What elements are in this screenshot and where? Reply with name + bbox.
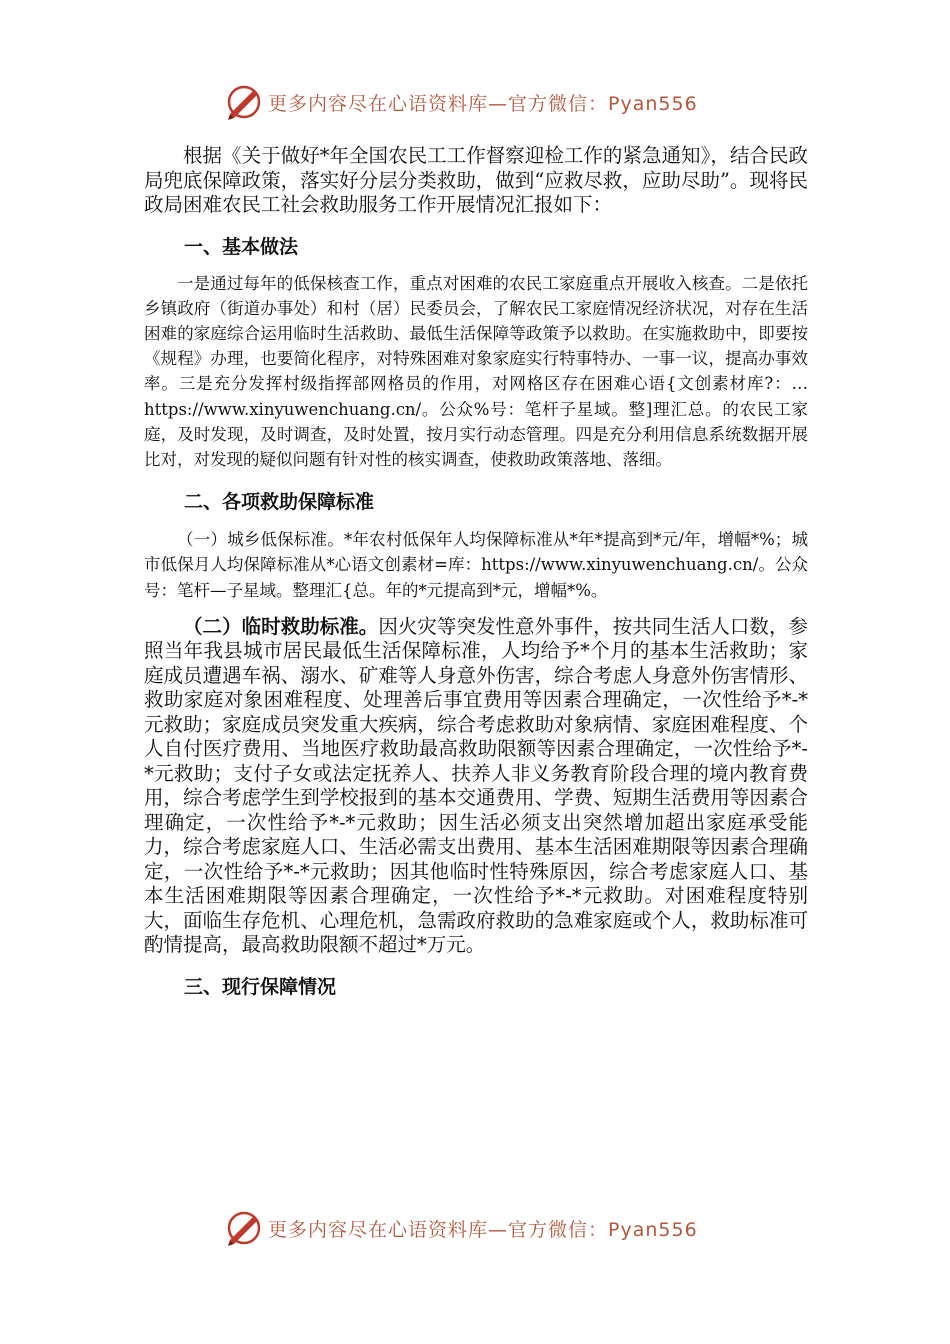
pen-logo-icon: [224, 1208, 264, 1248]
section-2-item-1: （一）城乡低保标准。*年农村低保年人均保障标准从*年*提高到*元/年，增幅*%；城市低保月人均保障标准从*心语文创素材=库：https://www.xinyuwenchuang.cn/。公众号：笔杆—子星域。整理汇{总。年的*元提高到*元，增幅*%。: [144, 530, 808, 600]
footer-text: 更多内容尽在心语资料库—官方微信：Pyan556: [268, 1218, 698, 1241]
pen-logo-icon: [224, 82, 264, 122]
header-banner: [224, 82, 744, 122]
section-heading-3: 三、现行保障情况: [184, 975, 337, 998]
footer-banner: [224, 1208, 744, 1248]
section-1-body: 一是通过每年的低保核查工作，重点对困难的农民工家庭重点开展收入核查。二是依托乡镇政府（街道办事处）和村（居）民委员会，了解农民工家庭情况经济状况，对存在生活困难的家庭综合运用临时生活救助、最低生活保障等政策予以救助。在实施救助中，即要按《规程》办理，也要简化程序，对特殊困难对象家庭实行特事特办、一事一议，提高办事效率。三是充分发挥村级指挥部网格员的作用，对网格区存在困难心语{文创素材库?：…https://www.xinyuwenchuang.cn/。公众%号：笔杆子星域。整]理汇总。的农民工家庭，及时发现，及时调查，及时处置，按月实行动态管理。四是充分利用信息系统数据开展比对，对发现的疑似问题有针对性的核实调查，使救助政策落地、落细。: [144, 273, 808, 469]
document-body: [144, 144, 808, 999]
header-text: 更多内容尽在心语资料库—官方微信：Pyan556: [268, 92, 698, 115]
intro-paragraph: 根据《关于做好*年全国农民工工作督察迎检工作的紧急通知》，结合民政局兜底保障政策，落实好分层分类救助，做到“应救尽救，应助尽助”。现将民政局困难农民工社会救助服务工作开展情况汇报如下：: [144, 144, 808, 216]
item-2-body: 因火灾等突发性意外事件，按共同生活人口数，参照当年我县城市居民最低生活保障标准，人均给予*个月的基本生活救助；家庭成员遭遇车祸、溺水、矿难等人身意外伤害，综合考虑人身意外伤害情形、救助家庭对象困难程度、处理善后事宜费用等因素合理确定，一次性给予*-*元救助；家庭成员突发重大疾病，综合考虑救助对象病情、家庭困难程度、个人自付医疗费用、当地医疗救助最高救助限额等因素合理确定，一次性给予*-*元救助；支付子女或法定抚养人、扶养人非义务教育阶段合理的境内教育费用，综合考虑学生到学校报到的基本交通费用、学费、短期生活费用等因素合理确定，一次性给予*-*元救助；因生活必须支出突然增加超出家庭承受能力，综合考虑家庭人口、生活必需支出费用、基本生活困难期限等因素合理确定，一次性给予*-*元救助；因其他临时性特殊原因，综合考虑家庭人口、基本生活困难期限等因素合理确定，一次性给予*-*元救助。对困难程度特别大，面临生存危机、心理危机，急需政府救助的急难家庭或个人，救助标准可酌情提高，最高救助限额不超过*万元。: [144, 614, 808, 957]
section-2-item-2: [144, 615, 808, 958]
item-2-title: （二）临时救助标准。: [183, 614, 379, 638]
section-heading-2: 二、各项救助保障标准: [184, 491, 375, 514]
section-heading-1: 一、基本做法: [184, 235, 299, 258]
